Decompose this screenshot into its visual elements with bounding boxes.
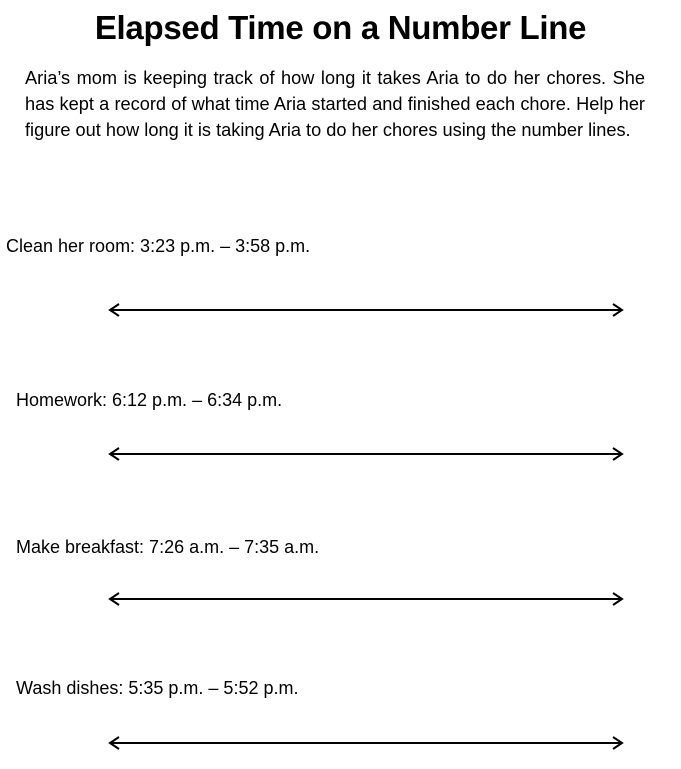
number-line-wash-dishes: [104, 733, 628, 753]
intro-paragraph: Aria’s mom is keeping track of how long it takes Aria to do her chores. She has kept a record of what time Aria started and finished each chore. Help her figure out how long it is taking Aria to do her chores using the number lines.: [25, 68, 645, 140]
number-line-clean-room: [104, 300, 628, 320]
page-title: Elapsed Time on a Number Line: [94, 9, 587, 46]
chore-label-clean-room: Clean her room: 3:23 p.m. – 3:58 p.m.: [6, 236, 311, 256]
chore-label-homework: Homework: 6:12 p.m. – 6:34 p.m.: [16, 390, 283, 410]
chore-label-make-breakfast: Make breakfast: 7:26 a.m. – 7:35 a.m.: [16, 537, 320, 557]
number-line-make-breakfast: [104, 589, 628, 609]
number-line-homework: [104, 444, 628, 464]
chore-label-wash-dishes: Wash dishes: 5:35 p.m. – 5:52 p.m.: [16, 678, 299, 698]
